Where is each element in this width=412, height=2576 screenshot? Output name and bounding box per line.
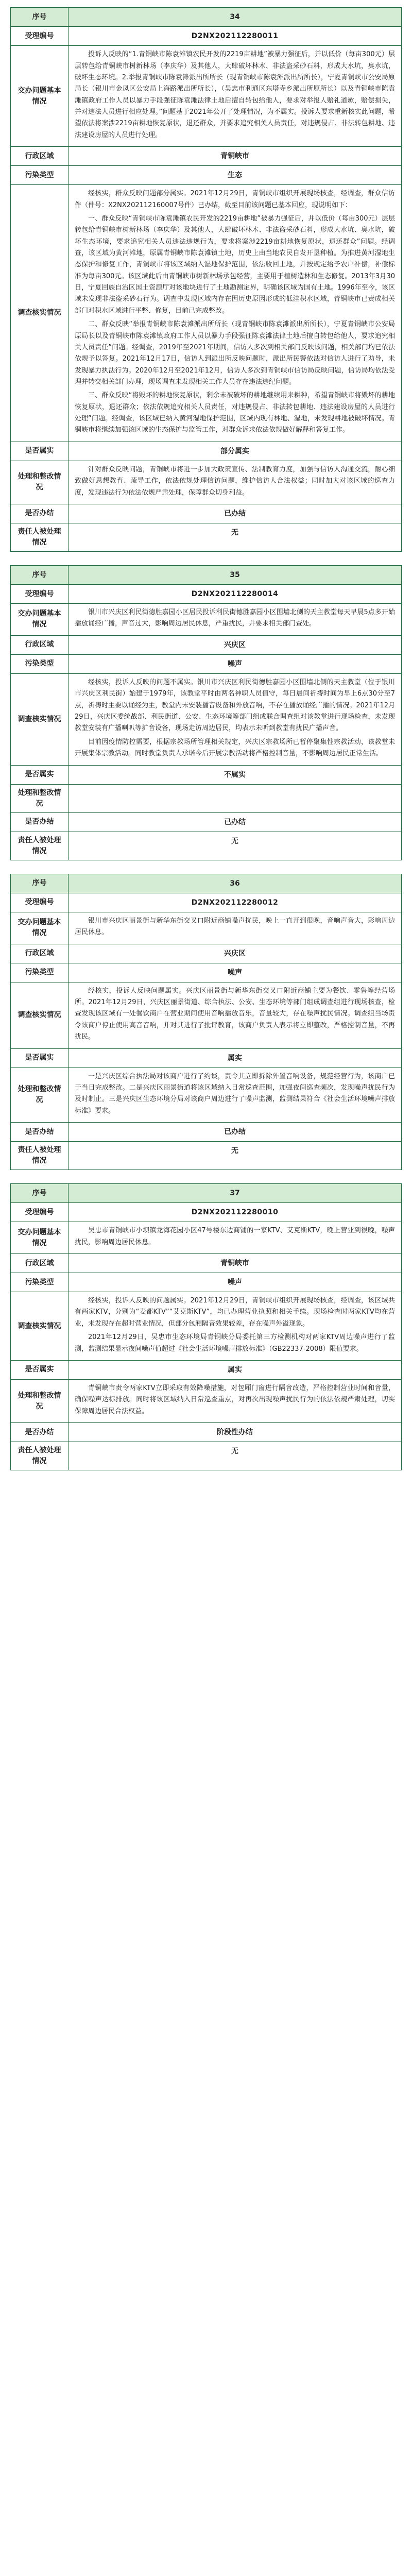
investigation-row bbox=[11, 674, 401, 766]
field-label: 是否办结 bbox=[11, 813, 68, 832]
code-row bbox=[11, 585, 401, 604]
region-row bbox=[11, 1254, 401, 1273]
accountability-row bbox=[11, 832, 401, 860]
accountability-row bbox=[11, 1442, 401, 1470]
code-row bbox=[11, 27, 401, 46]
field-value bbox=[68, 1222, 401, 1253]
field-label: 受理编号 bbox=[11, 1203, 68, 1222]
field-label: 行政区域 bbox=[11, 1254, 68, 1273]
value-text: 部分属实 bbox=[220, 447, 249, 455]
field-value bbox=[68, 912, 401, 944]
field-value bbox=[68, 1442, 401, 1470]
basic-row bbox=[11, 604, 401, 636]
field-value bbox=[68, 785, 401, 812]
field-value bbox=[68, 1142, 401, 1170]
value-text: 噪声 bbox=[228, 1278, 242, 1287]
case-table bbox=[10, 874, 402, 1170]
seq-row bbox=[11, 8, 401, 27]
basic-row bbox=[11, 46, 401, 147]
pollution-row bbox=[11, 963, 401, 982]
field-value bbox=[68, 874, 401, 893]
value-text: 生态 bbox=[228, 171, 242, 180]
field-label: 交办问题基本情况 bbox=[11, 1222, 68, 1253]
accountability-row bbox=[11, 1142, 401, 1170]
field-label: 处理和整改情况 bbox=[11, 1380, 68, 1422]
value-text: 已办结 bbox=[224, 818, 246, 826]
field-value bbox=[68, 585, 401, 603]
paragraph: 青铜峡市责令两家KTV立即采取有效降噪措施，对包厢门窗进行隔音改造，严格控制营业时间和音量，确保噪声达标排放。同时将该区域纳入日常巡查重点，对再次出现噪声扰民行为的依法依规严肃处理，切实保障周边居民合法权益。 bbox=[75, 1384, 395, 1415]
verified-row bbox=[11, 1361, 401, 1380]
field-value bbox=[68, 674, 401, 765]
field-label: 调查核实情况 bbox=[11, 982, 68, 1048]
field-value bbox=[68, 46, 401, 146]
investigation-row bbox=[11, 185, 401, 442]
field-label: 序号 bbox=[11, 1184, 68, 1202]
field-label: 责任人被处理情况 bbox=[11, 832, 68, 860]
field-value bbox=[68, 1068, 401, 1122]
field-value bbox=[68, 982, 401, 1048]
field-label: 是否属实 bbox=[11, 1361, 68, 1379]
code-row bbox=[11, 893, 401, 912]
region-row bbox=[11, 944, 401, 963]
field-label: 责任人被处理情况 bbox=[11, 1142, 68, 1170]
field-value bbox=[68, 147, 401, 165]
paragraph: 一、群众反映“青铜峡市陈袁滩镇农民开发的2219亩耕地”被暴力强征后，并以低价（每亩300元）层层转包给青铜峡市树新林场（李庆华）及其他人，大肆破坏林木、非法盗采砂石料，形成大水坑、臭水坑，破坏生态环境，要求追究相关人员违法违规行为，要求将案涉2219亩耕地恢复原状，退还群众”问题。经调查，该区域为黄河滩地，原属青铜峡市陈袁滩镇土地，历史上由当地农民自发开垦种植。为推进黄河湿地生态保护和修复工作，青铜峡市将该区域纳入湿地保护范围，依法收回土地，并按规定给予农户补偿，补偿标准为每亩300元。该区域此后由青铜峡市树新林场承包经营，主要用于植树造林和生态修复。2013年3月30日，宁夏回族自治区国土资源厅对该地块进行了土地勘测定界，明确该区域为国有土地。1996年至今，该区域未发现非法盗采砂石行为。调查中发现区域内存在因历史原因形成的低洼积水区域，青铜峡市已责成相关部门对积水区域进行平整、修复，目前已完成整改。 bbox=[75, 214, 395, 315]
field-value bbox=[68, 1123, 401, 1141]
field-value bbox=[68, 566, 401, 584]
field-label: 是否属实 bbox=[11, 1049, 68, 1067]
region-row bbox=[11, 147, 401, 166]
field-label: 受理编号 bbox=[11, 585, 68, 603]
seq-row bbox=[11, 874, 401, 893]
field-label: 交办问题基本情况 bbox=[11, 46, 68, 146]
verified-row bbox=[11, 442, 401, 461]
field-label: 行政区域 bbox=[11, 636, 68, 654]
paragraph: 经核实，投诉人反映的问题不属实。银川市兴庆区利民街德胜嘉园小区围墙北侧的天主教堂（位于银川市兴庆区利民街）始建于1979年，该教堂平时由两名神职人员值守，每日晨间祈祷时间为早上6点30分至7点，祈祷时主要以诵经为主，教堂内未安装播音设备和外放音响，不存在播放诵经广播的情况。2021年12月29日，兴庆区委统战部、利民街道、公安、生态环境等部门组成联合调查组对该教堂进行现场检查，未发现教堂安装有广播喇叭等扩音设备，现场走访周边居民，均表示未听到教堂有扰民广播声音。 bbox=[75, 679, 395, 733]
field-value bbox=[68, 1423, 401, 1442]
field-label: 受理编号 bbox=[11, 27, 68, 45]
closed-row bbox=[11, 504, 401, 523]
field-label: 污染类型 bbox=[11, 166, 68, 184]
field-label: 受理编号 bbox=[11, 893, 68, 912]
field-value bbox=[68, 1049, 401, 1067]
value-text: 噪声 bbox=[228, 659, 242, 668]
field-label: 序号 bbox=[11, 874, 68, 893]
value-text: D2NX202112280012 bbox=[191, 898, 279, 907]
field-label: 污染类型 bbox=[11, 963, 68, 982]
pollution-row bbox=[11, 1273, 401, 1292]
field-value bbox=[68, 1184, 401, 1202]
paragraph: 目前因疫情防控需要，根据宗教场所管理相关规定，兴庆区宗教场所已暂停聚集性宗教活动，该教堂未开展集体宗教活动。同时教堂负责人承诺今后开展宗教活动将严格控制音量，不影响周边居民正常生活。 bbox=[75, 738, 395, 758]
value-text: 36 bbox=[230, 879, 240, 888]
field-value bbox=[68, 766, 401, 784]
pollution-row bbox=[11, 166, 401, 185]
closed-row bbox=[11, 813, 401, 832]
field-value bbox=[68, 442, 401, 461]
value-text: 噪声 bbox=[228, 968, 242, 977]
field-label: 处理和整改情况 bbox=[11, 785, 68, 812]
closed-row bbox=[11, 1423, 401, 1442]
field-label: 行政区域 bbox=[11, 944, 68, 963]
field-value bbox=[68, 813, 401, 832]
field-label: 交办问题基本情况 bbox=[11, 604, 68, 635]
field-label: 交办问题基本情况 bbox=[11, 912, 68, 944]
closed-row bbox=[11, 1123, 401, 1142]
field-label: 是否办结 bbox=[11, 1423, 68, 1442]
field-label: 是否办结 bbox=[11, 504, 68, 523]
paragraph: 经核实，群众反映问题部分属实。2021年12月29日，青铜峡市组织开展现场核查，经调查，群众信访件（件号：X2NX202112160007号件）已办结，截至目前该问题已基本回应，现说明如下： bbox=[75, 190, 395, 209]
value-text: 属实 bbox=[228, 1054, 242, 1062]
field-value bbox=[68, 185, 401, 442]
value-text: 属实 bbox=[228, 1365, 242, 1374]
value-text: 34 bbox=[230, 13, 240, 21]
value-text: D2NX202112280011 bbox=[191, 32, 279, 41]
value-text: 37 bbox=[230, 1189, 240, 1198]
case-table bbox=[10, 565, 402, 860]
field-value bbox=[68, 1203, 401, 1222]
seq-row bbox=[11, 566, 401, 585]
investigation-row bbox=[11, 982, 401, 1049]
field-label: 是否属实 bbox=[11, 766, 68, 784]
field-label: 序号 bbox=[11, 566, 68, 584]
field-label: 污染类型 bbox=[11, 1273, 68, 1292]
value-text: 兴庆区 bbox=[224, 640, 246, 649]
case-table bbox=[10, 7, 402, 552]
field-value bbox=[68, 1361, 401, 1379]
field-value bbox=[68, 893, 401, 912]
code-row bbox=[11, 1203, 401, 1222]
measures-row bbox=[11, 1068, 401, 1123]
seq-row bbox=[11, 1184, 401, 1203]
paragraph: 三、群众反映“将毁坏的耕地恢复原状，剩余未被破坏的耕地继续用来耕种，希望青铜峡市将毁坏的耕地恢复原状，退还群众；依法依规追究相关人员责任，对违规侵占、非法转包耕地、违法建设房屋的人员进行处理”问题。经调查，该区域已纳入黄河湿地保护范围，区域内现有林地、湿地，未发现耕地被破坏情况。青铜峡市将继续加强该区域的生态保护与监管工作，对群众诉求依法依规做好解释和答复工作。 bbox=[75, 392, 395, 434]
investigation-row bbox=[11, 1292, 401, 1361]
paragraph: 银川市兴庆区丽景街与新华东街交叉口附近商铺噪声扰民，晚上一直开到很晚，音响声音大，影响周边居民休息。 bbox=[75, 917, 395, 937]
field-value bbox=[68, 1273, 401, 1292]
value-text: 35 bbox=[230, 570, 240, 579]
value-text: 无 bbox=[231, 1447, 238, 1456]
value-text: 阶段性办结 bbox=[217, 1428, 253, 1437]
paragraph: 二、群众反映“举报青铜峡市陈袁滩派出所所长（现青铜峡市陈袁滩派出所所长），宁夏青铜峡市公安局原局长以及青铜峡市陈袁滩镇政府工作人员以暴力手段强征陈袁滩法律土地后擅自转包给他人，要求追究相关人员责任”问题。经调查，2019年至2021年期间，信访人多次到相关部门反映该问题，相关部门均已依法依规予以答复。2021年12月17日，信访人到派出所反映问题时，派出所民警依法对信访人进行了劝导，未发现暴力执法行为。2020年12月至2021年12月，信访人多次到青铜峡市信访局反映问题，信访局均依法受理并转交相关部门办理，现场调查未发现相关工作人员存在违法违纪问题。 bbox=[75, 320, 395, 386]
value-text: 无 bbox=[231, 1147, 238, 1156]
verified-row bbox=[11, 1049, 401, 1068]
field-label: 处理和整改情况 bbox=[11, 1068, 68, 1122]
field-value bbox=[68, 461, 401, 504]
value-text: D2NX202112280010 bbox=[191, 1208, 279, 1217]
field-value bbox=[68, 504, 401, 523]
field-label: 处理和整改情况 bbox=[11, 461, 68, 504]
field-label: 是否属实 bbox=[11, 442, 68, 461]
value-text: 兴庆区 bbox=[224, 949, 246, 958]
case-table bbox=[10, 1183, 402, 1470]
field-label: 序号 bbox=[11, 8, 68, 26]
field-label: 调查核实情况 bbox=[11, 185, 68, 442]
field-label: 调查核实情况 bbox=[11, 674, 68, 765]
field-value bbox=[68, 963, 401, 982]
field-value bbox=[68, 636, 401, 654]
paragraph: 吴忠市青铜峡市小坝镇龙海花园小区47号楼东边商铺的一家KTV、艾克斯KTV，晚上营业到很晚，噪声扰民，影响周边居民休息。 bbox=[75, 1227, 395, 1246]
measures-row bbox=[11, 1380, 401, 1423]
paragraph: 针对群众反映问题，青铜峡市将进一步加大政策宣传、法制教育力度，加强与信访人沟通交流，耐心细致做好思想教育、疏导工作，依法依规处理信访问题，维护信访人合法权益；同时加大对该区域的巡查力度，发现违法行为依法依规严肃处理，保障群众切身利益。 bbox=[75, 465, 395, 497]
empty-value bbox=[75, 788, 395, 799]
paragraph: 经核实，投诉人反映问题属实。兴庆区丽景街与新华东街交叉口附近商铺主要为餐饮、零售等经营场所。2021年12月29日，兴庆区丽景街道、综合执法、公安、生态环境等部门组成调查组进行现场核查，检查发现该区域有一处餐饮商户在营业期间使用音响播放音乐，音量较大，存在噪声扰民情况。调查组当场责令该商户停止使用高音音响，并对其进行了批评教育，该商户负责人表示将立即整改，严格控制音量，不再扰民。 bbox=[75, 987, 395, 1041]
paragraph: 2021年12月29日，吴忠市生态环境局青铜峡分局委托第三方检测机构对两家KTV周边噪声进行了监测，监测结果显示夜间噪声值超过《社会生活环境噪声排放标准》（GB22337-2008）限值要求。 bbox=[75, 1333, 395, 1353]
field-value bbox=[68, 523, 401, 551]
pollution-row bbox=[11, 655, 401, 674]
field-value bbox=[68, 166, 401, 184]
basic-row bbox=[11, 1222, 401, 1254]
region-row bbox=[11, 636, 401, 655]
field-value bbox=[68, 1254, 401, 1273]
field-value bbox=[68, 1380, 401, 1422]
accountability-row bbox=[11, 523, 401, 551]
value-text: 青铜峡市 bbox=[220, 152, 249, 161]
field-value bbox=[68, 1292, 401, 1360]
measures-row bbox=[11, 461, 401, 504]
value-text: 不属实 bbox=[224, 770, 246, 779]
field-value bbox=[68, 832, 401, 860]
paragraph: 经核实，投诉人反映的问题属实。2021年12月29日，青铜峡市组织开展现场核查，经调查，该区域共有两家KTV，分别为“麦都KTV”“艾克斯KTV”，均已办理营业执照和相关手续。现场检查时两家KTV均在营业，未发现存在超时营业情况，但部分包厢隔音效果较差，存在噪声外溢现象。 bbox=[75, 1297, 395, 1328]
field-value bbox=[68, 8, 401, 26]
field-label: 责任人被处理情况 bbox=[11, 1442, 68, 1470]
basic-row bbox=[11, 912, 401, 944]
verified-row bbox=[11, 766, 401, 785]
value-text: 已办结 bbox=[224, 1128, 246, 1137]
field-label: 是否办结 bbox=[11, 1123, 68, 1141]
field-label: 调查核实情况 bbox=[11, 1292, 68, 1360]
value-text: 已办结 bbox=[224, 509, 246, 518]
field-value bbox=[68, 604, 401, 635]
measures-row bbox=[11, 785, 401, 813]
value-text: 无 bbox=[231, 528, 238, 537]
value-text: 青铜峡市 bbox=[220, 1259, 249, 1267]
paragraph: 银川市兴庆区利民街德胜嘉园小区居民投诉利民街德胜嘉园小区围墙北侧的天主教堂每天早晨5点多开始播放诵经广播，声音过大，影响周边居民休息，严重扰民，并要求相关部门查处。 bbox=[75, 608, 395, 628]
field-value bbox=[68, 27, 401, 45]
value-text: 无 bbox=[231, 837, 238, 845]
field-value bbox=[68, 944, 401, 963]
field-label: 责任人被处理情况 bbox=[11, 523, 68, 551]
value-text: D2NX202112280014 bbox=[191, 590, 279, 599]
field-label: 污染类型 bbox=[11, 655, 68, 673]
field-value bbox=[68, 655, 401, 673]
field-label: 行政区域 bbox=[11, 147, 68, 165]
paragraph: 一是兴庆区综合执法局对该商户进行了约谈，责令其立即拆除外置音响设备，规范经营行为，该商户已于当日完成整改。二是兴庆区丽景街道将该区域纳入日常巡查范围，加强夜间巡查频次，发现噪声扰民行为及时制止。三是兴庆区生态环境分局对该商户周边进行了噪声监测，监测结果符合《社会生活环境噪声排放标准》要求。 bbox=[75, 1072, 395, 1115]
paragraph: 投诉人反映的“1.青铜峡市陈袁滩镇农民开发的2219亩耕地”被暴力强征后，并以低价（每亩300元）层层转包给青铜峡市树新林场（李庆华）及其他人，大肆破坏林木、非法盗采砂石料，形成大水坑，臭水坑，破坏生态环境。2.举报青铜峡市陈袁滩派出所所长（现青铜峡市陈袁滩派出所所长），宁夏青铜峡市公安局原局长（银川市金凤区公安局上海路派出所所长），（吴忠市利通区东塔寺乡派出所原所长）以及青铜峡市陈袁滩镇政府工作人员以暴力手段强征陈袁滩法律土地后擅自转包给他人，要求对举报人赔礼道歉，赔偿损失，并对违法人员进行相应处理。”问题基于2021年公开了处理情况，为不属实。投诉人要求重新核实此问题，希望依法将案涉2219亩耕地恢复原状，退还群众，并要求追究相关人员责任，对违规侵占、非法转包耕地、违法建设房屋的人员进行处理。 bbox=[75, 50, 395, 139]
